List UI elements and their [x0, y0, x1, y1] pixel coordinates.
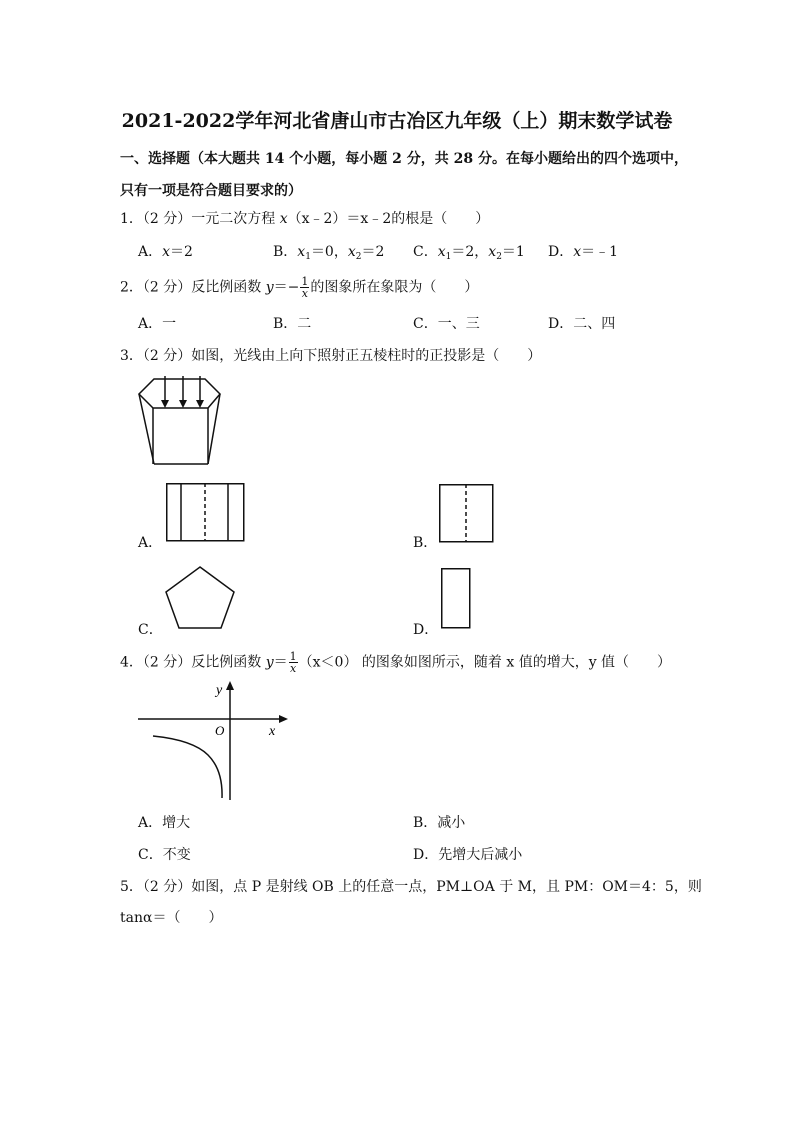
question-2-option-c[interactable]: C．一、三 [413, 316, 480, 332]
question-1-equation: （x﹣2）＝x﹣2 [287, 211, 392, 227]
fraction-1-over-x: $\frac{1}{x}$ [301, 275, 309, 300]
question-2-option-b[interactable]: B．二 [273, 316, 312, 332]
question-3-stem: 3．（2 分）如图，光线由上向下照射正五棱柱时的正投影是（ ） [120, 348, 542, 364]
question-4-option-d[interactable]: D．先增大后减小 [413, 847, 523, 863]
question-4-option-a[interactable]: A．增大 [138, 815, 191, 831]
question-1-number: 1．（2 分） [120, 211, 192, 227]
question-4-option-b[interactable]: B．减小 [413, 815, 466, 831]
question-3-option-a[interactable]: A． [138, 535, 163, 551]
question-3-option-d[interactable]: D． [413, 622, 439, 638]
option-d-rectangle-figure [441, 568, 471, 630]
question-3-option-c[interactable]: C． [138, 622, 163, 638]
option-a-figure [166, 483, 246, 543]
question-1-option-d[interactable]: D．x＝﹣1 [548, 244, 619, 260]
fraction-1-over-x: $\frac{1}{x}$ [289, 650, 297, 675]
question-1-tail: 的根是（ ） [391, 211, 490, 227]
question-1-option-c[interactable]: C．$x_1=2$，$x_2=1$ [413, 244, 525, 262]
question-1-stem: 1．（2 分）一元二次方程 x（x﹣2）＝x﹣2的根是（ ） [120, 211, 490, 227]
question-2-option-a[interactable]: A．一 [138, 316, 177, 332]
question-2-stem: 2．（2 分）反比例函数 y＝− $\frac{1}{x}$ 的图象所在象限为（ ） [120, 275, 479, 300]
option-b-figure [439, 484, 495, 544]
question-2-option-d[interactable]: D．二、四 [548, 316, 616, 332]
question-5-stem-line1: 5．（2 分）如图，点 P 是射线 OB 上的任意一点，PM⊥OA 于 M，且 PM：OM＝4：5，则 [120, 879, 702, 895]
option-c-pentagon-figure [164, 565, 236, 631]
hyperbola-graph [138, 680, 298, 805]
page-title: 2021-2022学年河北省唐山市古冶区九年级（上）期末数学试卷 [121, 110, 673, 132]
question-4-stem: 4．（2 分）反比例函数 y＝ $\frac{1}{x}$ （x＜0） 的图象如图所示，随着 x 值的增大，y 值（ ） [120, 650, 672, 675]
pentagonal-prism-figure [130, 370, 230, 470]
question-1-option-b[interactable]: B．$x_1=0$，$x_2=2$ [273, 244, 385, 262]
axis-x-label: x [269, 724, 276, 739]
question-4-option-c[interactable]: C．不变 [138, 847, 191, 863]
section-header-line2: 只有一项是符合题目要求的） [120, 183, 302, 199]
question-5-stem-line2: tanα＝（ ） [120, 910, 223, 926]
section-header-line1: 一、选择题（本大题共 14 个小题，每小题 2 分，共 28 分。在每小题给出的四个选项中， [120, 151, 688, 167]
origin-label: O [215, 723, 225, 738]
question-3-option-b[interactable]: B． [413, 535, 438, 551]
question-1-text: 一元二次方程 [191, 211, 276, 227]
question-1-option-a[interactable]: A．x＝2 [138, 244, 193, 260]
axis-y-label: y [216, 683, 223, 698]
